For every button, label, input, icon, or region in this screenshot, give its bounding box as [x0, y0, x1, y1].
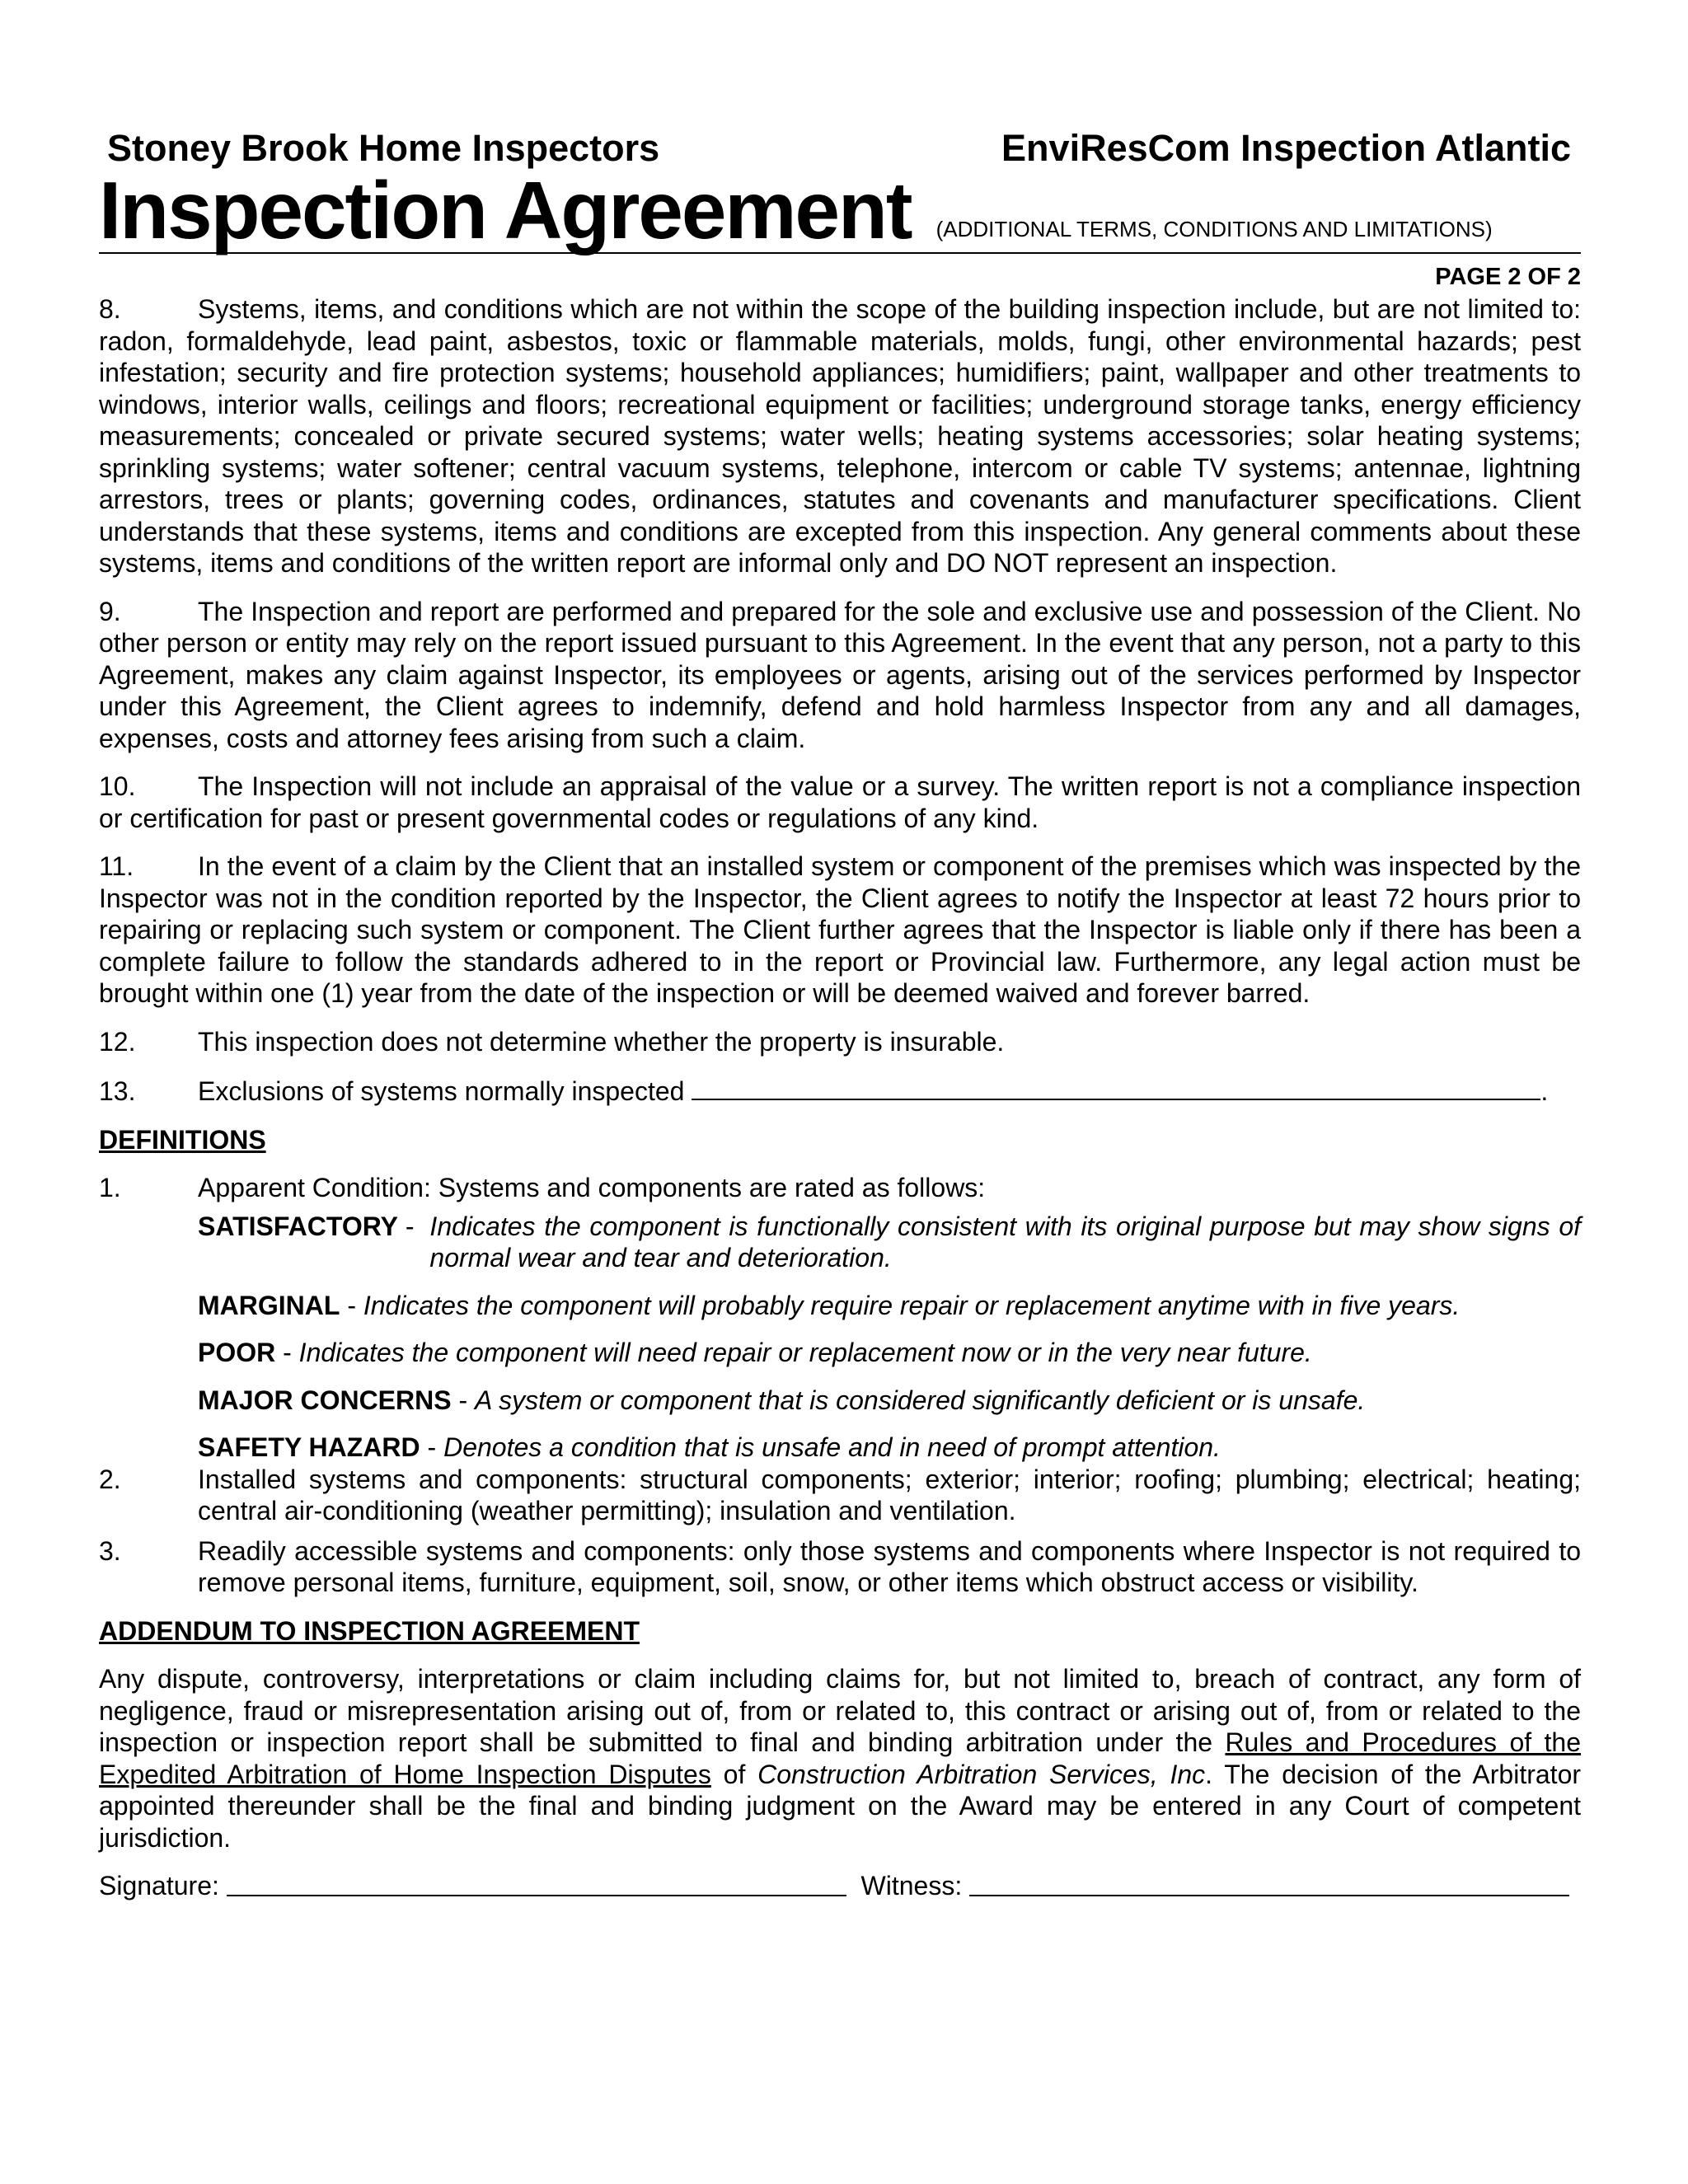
term-13: [99, 1074, 1581, 1108]
company-right: EnviResCom Inspection Atlantic: [1001, 127, 1571, 169]
addendum-text: [99, 1663, 1581, 1854]
term-number: 11.: [99, 851, 134, 881]
rating-term: MARGINAL: [198, 1290, 340, 1320]
term-text: This inspection does not determine whether the property is insurable.: [198, 1026, 1005, 1057]
rating-term: MAJOR CONCERNS: [198, 1385, 452, 1415]
rating-poor: [198, 1337, 1581, 1369]
title-row: [99, 165, 1581, 255]
rating-satisfactory: [198, 1211, 1581, 1274]
rating-separator: -: [451, 1385, 476, 1415]
rating-major-concerns: [198, 1385, 1581, 1417]
rating-separator: -: [420, 1432, 444, 1462]
rating-term: SATISFACTORY: [198, 1211, 398, 1241]
definition-2: [99, 1464, 1581, 1527]
term-text: Systems, items, and conditions which are not within the scope of the building inspection include, but are not limited to: radon, formaldehyde, lead paint, asbestos, toxic or flammable materials, molds, fungi, other environmental hazards; pest infestation; security and fire protection systems; household appliances; humidifiers; paint, wallpaper and other treatments to windows, interior walls, ceilings and floors; recreational equipment or facilities; underground storage tanks, energy efficiency measurements; concealed or private secured systems; water wells; heating systems accessories; solar heating systems; sprinkling systems; water softener; central vacuum systems, telephone, intercom or cable TV systems; antennae, lightning arrestors, trees or plants; governing codes, ordinances, statutes and covenants and manufacturer specifications. Client understands that these systems, items and conditions are excepted from this inspection. Any general comments about these systems, items and conditions of the written report are informal only and DO NOT represent an inspection.: [99, 294, 1581, 578]
addendum-text-of: of: [710, 1759, 758, 1789]
company-left: Stoney Brook Home Inspectors: [107, 127, 660, 169]
signature-row: [99, 1870, 1581, 1902]
definition-number: 2.: [99, 1464, 121, 1494]
rating-description: Indicates the component is functionally consistent with its original purpose but may show signs of normal wear and tear and deterioration.: [429, 1211, 1581, 1272]
definition-number: 1.: [99, 1173, 121, 1202]
rating-safety-hazard: [198, 1432, 1581, 1464]
term-number: 10.: [99, 771, 136, 801]
term-text: The Inspection will not include an appraisal of the value or a survey. The written report is not a compliance inspection or certification for past or present governmental codes or regulations of any kind.: [99, 771, 1581, 833]
definition-text: Apparent Condition: Systems and components are rated as follows:: [198, 1173, 986, 1202]
rating-separator: -: [340, 1290, 363, 1320]
addendum-text-end: . The decision of the Arbitrator appointed thereunder shall be the final and binding judgment on the Award may be entered in any Court of competent jurisdiction.: [99, 1759, 1582, 1853]
term-8: [99, 293, 1581, 579]
term-number: 8.: [99, 294, 121, 324]
page-number: PAGE 2 OF 2: [1435, 264, 1581, 290]
signature-line[interactable]: [227, 1870, 846, 1896]
witness-label: Witness:: [860, 1871, 963, 1900]
rating-description: A system or component that is considered significantly deficient or is unsafe.: [475, 1385, 1366, 1415]
addendum-text-start: Any dispute, controversy, interpretations or claim including claims for, but not limited to, breach of contract, any form of negligence, fraud or misrepresentation arising out of, from or related to, this contract or arising out of, from or related to the inspection or inspection report shall be submitted to final and binding arbitration under the: [99, 1664, 1581, 1757]
term-text: The Inspection and report are performed and prepared for the sole and exclusive use and possession of the Client. No other person or entity may rely on the report issued pursuant to this Agreement. In the event that any person, not a party to this Agreement, makes any claim against Inspector, its employees or agents, arising out of the services performed by Inspector under this Agreement, the Client agrees to indemnify, defend and hold harmless Inspector from any and all damages, expenses, costs and attorney fees arising from such a claim.: [99, 596, 1581, 753]
term-end: .: [1540, 1076, 1549, 1106]
term-10: [99, 771, 1581, 834]
page-subtitle: (ADDITIONAL TERMS, CONDITIONS AND LIMITATIONS): [935, 217, 1493, 241]
document-page: [99, 124, 1581, 1902]
witness-line[interactable]: [969, 1870, 1569, 1896]
definition-number: 3.: [99, 1535, 121, 1566]
rating-marginal: [198, 1290, 1581, 1322]
term-text: In the event of a claim by the Client that an installed system or component of the premises which was inspected by the Inspector was not in the condition reported by the Inspector, the Client agrees to notify the Inspector at least 72 hours prior to repairing or replacing such system or component. The Client further agrees that the Inspector is liable only if there has been a complete failure to follow the standards adhered to in the report or Provincial law. Furthermore, any legal action must be brought within one (1) year from the date of the inspection or will be deemed waived and forever barred.: [99, 851, 1581, 1008]
rating-separator: -: [397, 1211, 422, 1241]
rating-separator: -: [275, 1338, 299, 1367]
definitions-heading: DEFINITIONS: [99, 1124, 266, 1155]
arbitration-rules-title: Rules and Procedures of the Expedited Arbitration of Home Inspection Disputes: [99, 1727, 1582, 1789]
rating-description: Indicates the component will probably require repair or replacement anytime with in five years.: [363, 1290, 1461, 1320]
signature-label: Signature:: [99, 1871, 219, 1900]
term-text: Exclusions of systems normally inspected: [198, 1076, 685, 1106]
addendum-heading: ADDENDUM TO INSPECTION AGREEMENT: [99, 1615, 640, 1646]
term-11: [99, 851, 1581, 1010]
definition-3: [99, 1535, 1581, 1599]
arbitration-organization: Construction Arbitration Services, Inc: [757, 1759, 1206, 1789]
definition-1: [99, 1172, 1581, 1204]
rating-term: POOR: [198, 1338, 276, 1367]
term-12: [99, 1026, 1581, 1058]
definition-text: Readily accessible systems and components: only those systems and components where Inspector is not required to remove personal items, furniture, equipment, soil, snow, or other items which obstruct access or visibility.: [198, 1535, 1581, 1597]
rating-description: Denotes a condition that is unsafe and in need of prompt attention.: [443, 1432, 1221, 1462]
exclusions-blank-line[interactable]: [692, 1074, 1540, 1100]
definition-text: Installed systems and components: structural components; exterior; interior; roofing; plumbing; electrical; heating; central air-conditioning (weather permitting); insulation and ventilation.: [198, 1464, 1581, 1526]
term-number: 13.: [99, 1076, 136, 1106]
rating-description: Indicates the component will need repair or replacement now or in the very near future.: [298, 1338, 1312, 1367]
term-number: 12.: [99, 1026, 136, 1057]
term-number: 9.: [99, 596, 121, 626]
rating-term: SAFETY HAZARD: [198, 1432, 420, 1462]
document-body: [99, 293, 1581, 1902]
page-title: Inspection Agreement: [99, 165, 912, 255]
term-9: [99, 596, 1581, 755]
